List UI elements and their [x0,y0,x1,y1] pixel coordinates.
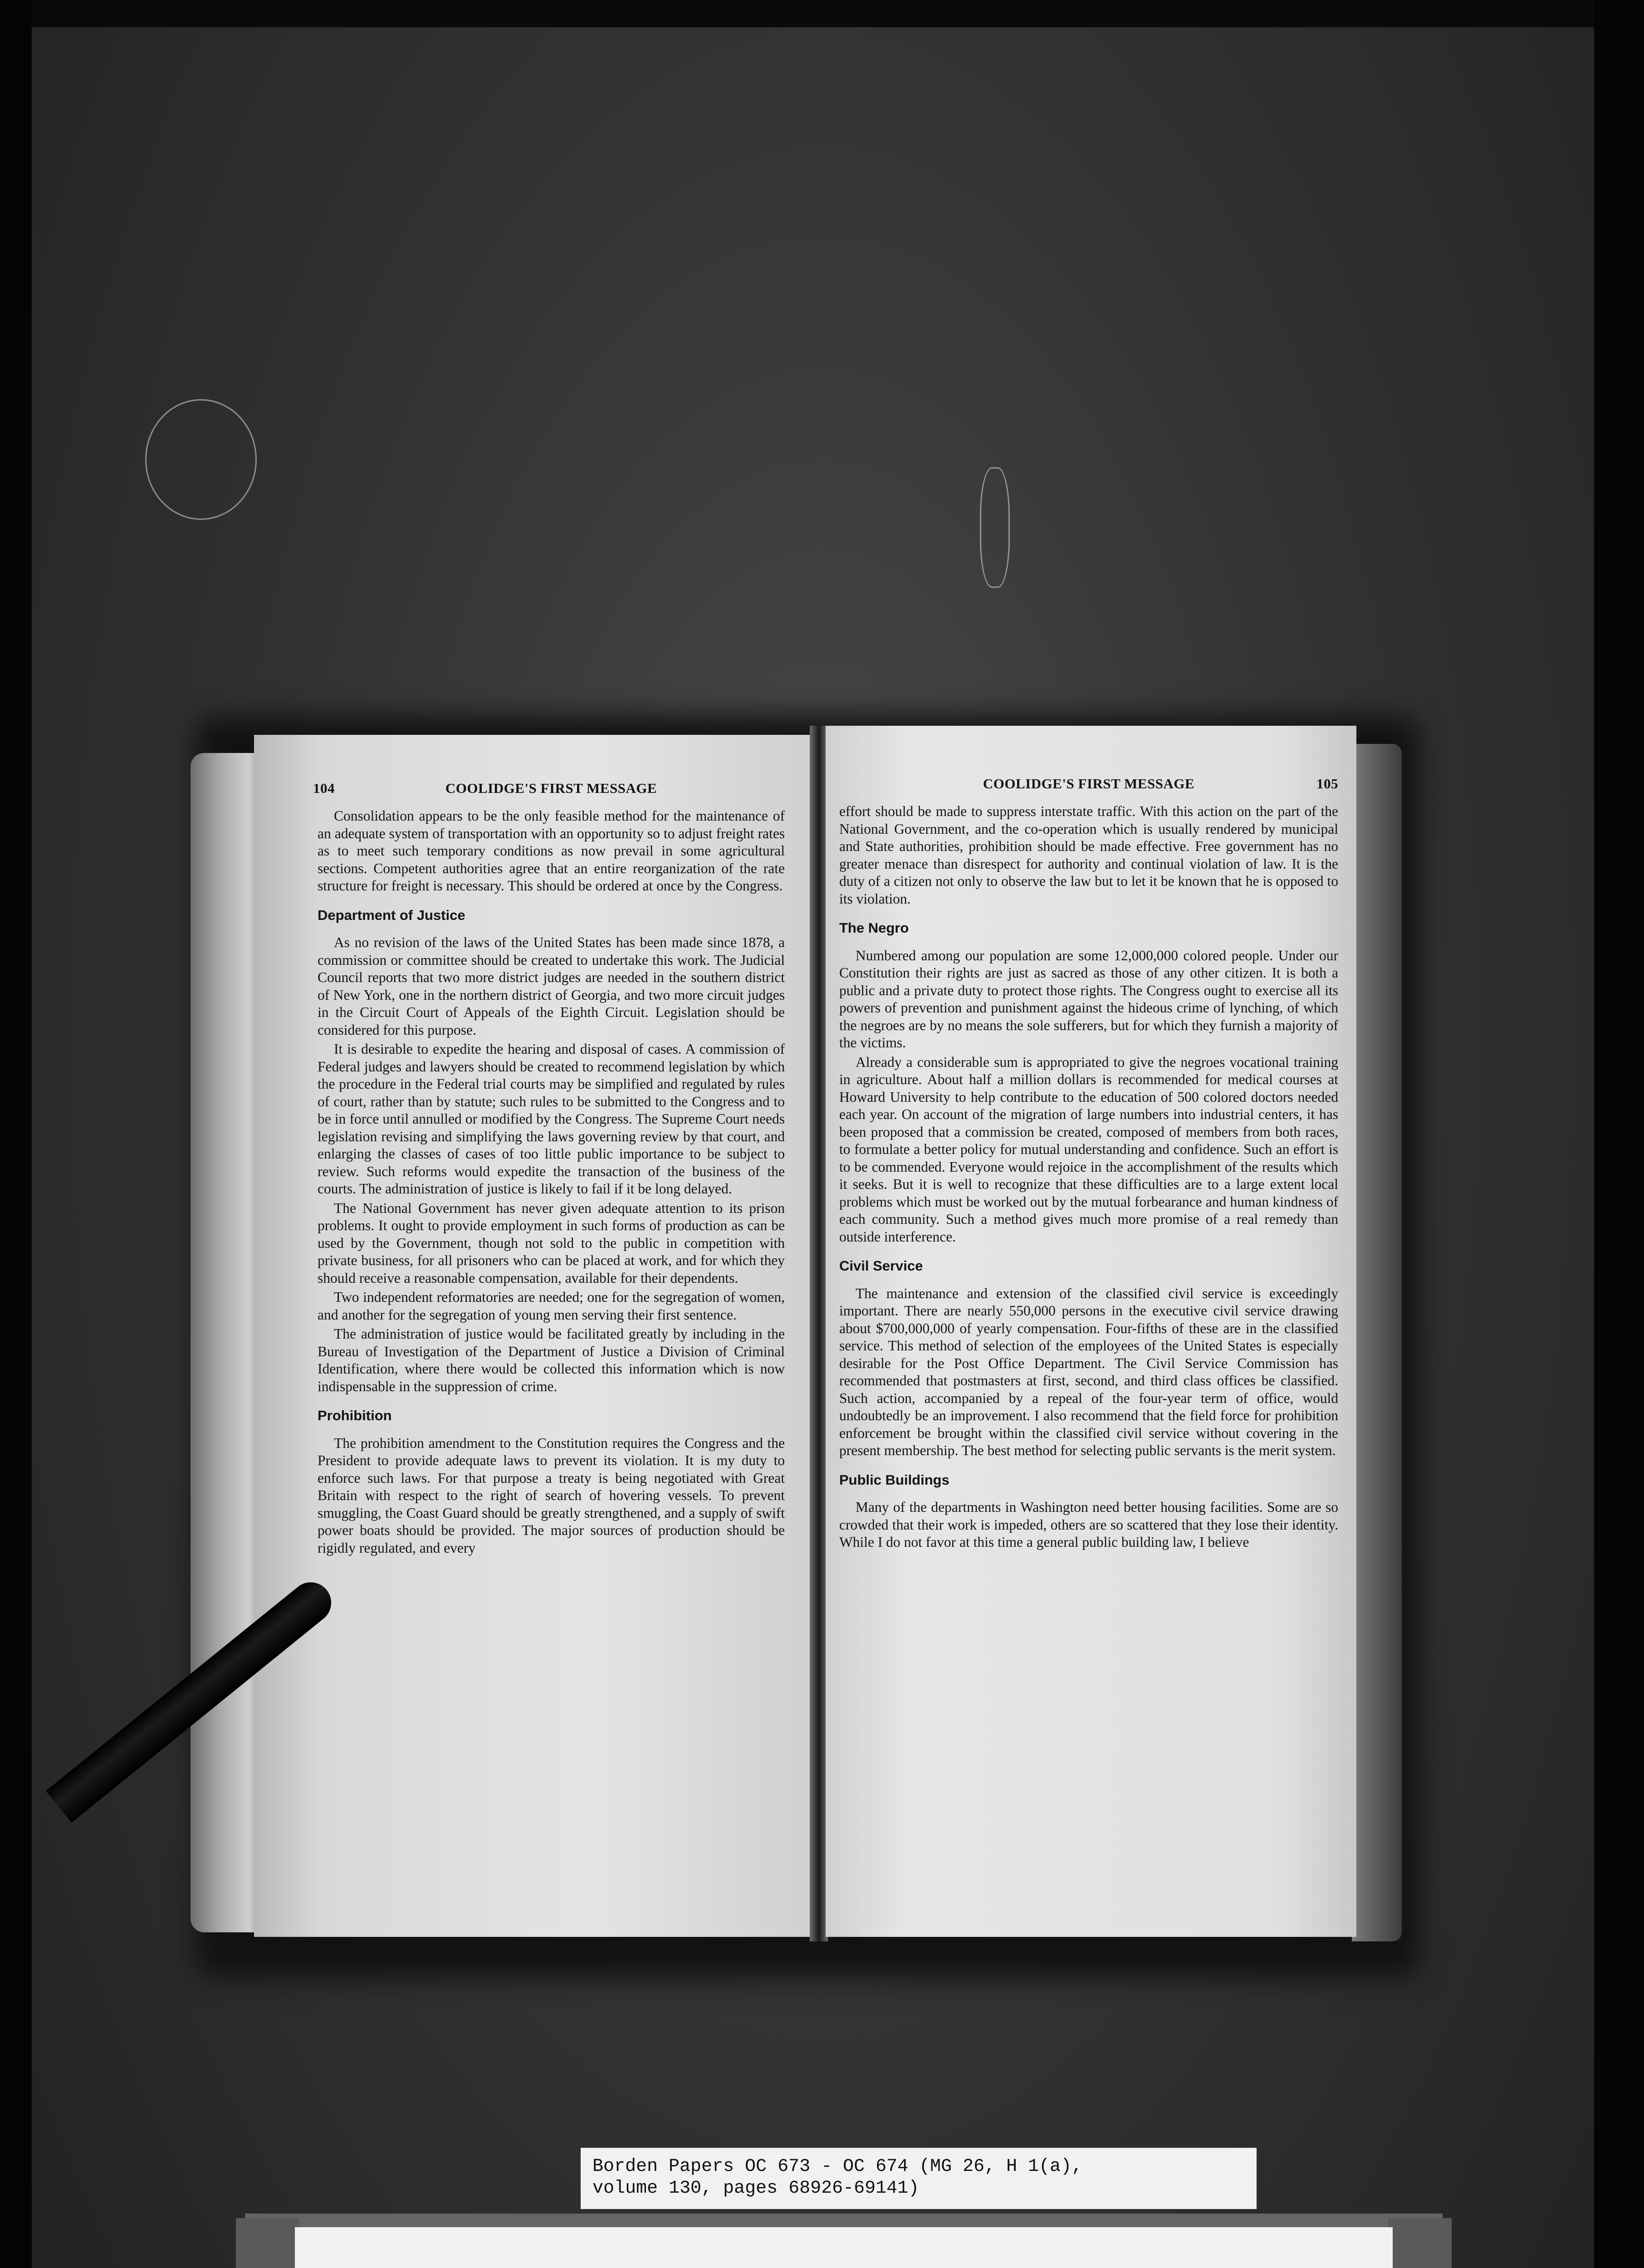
archive-card [295,2227,1393,2268]
page-body [318,807,785,1557]
paragraph: Consolidation appears to be the only feasible method for the maintenance of an adequate system of transportation with an opportunity so to adjust freight rates as to meet such temporary conditions as now prevail in some agricultural sections. Competent authorities agree that an entire reorganization of the rate structure for freight is necessary. This should be ordered at once by the Congress. [318,808,785,894]
paragraph: effort should be made to suppress interstate traffic. With this action on the part of the National Government, and the co-operation which is usually rendered by municipal and State authorities, prohibition should be made effective. Free government has no greater menace than disrespect for authority and continual violation of law. It is the duty of a citizen not only to observe the law but to let it be known that he is opposed to its violation. [839,803,1338,907]
stray-thread [980,467,1010,588]
page-number: 104 [313,780,335,796]
tape-strip [236,2218,299,2268]
book-gutter [810,726,828,1941]
section-heading: Civil Service [839,1258,923,1274]
section-heading: The Negro [839,920,909,936]
page-body [839,803,1338,1551]
book-page-right [826,726,1356,1937]
book-page-left [254,735,812,1937]
running-head-title: COOLIDGE'S FIRST MESSAGE [983,776,1195,792]
paragraph: As no revision of the laws of the United States has been made since 1878, a commission or committee should be created to undertake this work. The Judicial Council reports that two more district judges are needed in the southern district of New York, one in the northern district of Georgia, and two more circuit judges in the Circuit Court of Appeals of the Eighth Circuit. Legislation should be considered for this purpose. [318,934,785,1038]
tape-strip [1388,2218,1452,2268]
paragraph: The maintenance and extension of the classified civil service is exceedingly important. There are nearly 550,000 persons in the executive civil service drawing about $700,000,000 of yearly compensation. Four-fifths of these are in the classified service. This method of selection of the employees of the United States is especially desirable for the Post Office Department. The Civil Service Commission has recommended that postmasters at first, second, and third class offices be classified. Such action, accompanied by a repeal of the four-year term of office, would undoubtedly be an improvement. I also recommend that the field force for prohibition enforcement be brought within the classified civil service without covering in the present membership. The best method for selecting public servants is the merit system. [839,1285,1338,1458]
paragraph: The National Government has never given adequate attention to its prison problems. It ought to provide employment in such forms of production as can be used by the Government, though not sold to the public in competition with private business, for all prisoners who can be placed at work, and for which they should receive a reasonable compensation, available for their dependents. [318,1200,785,1286]
paragraph: Numbered among our population are some 12,000,000 colored people. Under our Constitution their rights are just as sacred as those of any other citizen. It is both a public and a private duty to protect those rights. The Congress ought to exercise all its powers of prevention and punishment against the hideous crime of lynching, of which the negroes are by no means the sole sufferers, but for which they furnish a majority of the victims. [839,947,1338,1051]
reference-label [581,2148,1257,2209]
running-head-title: COOLIDGE'S FIRST MESSAGE [445,780,657,796]
page-number: 105 [1316,776,1338,792]
book-page-edges-left [191,753,263,1932]
film-edge-top [0,0,1644,27]
stray-thread [145,399,257,520]
book-page-edges-right [1352,744,1402,1941]
section-heading: Public Buildings [839,1471,949,1488]
running-head-left [313,780,785,804]
film-edge-right [1594,0,1644,2268]
reference-line: Borden Papers OC 673 - OC 674 (MG 26, H 1(a), [592,2156,1083,2177]
paragraph: It is desirable to expedite the hearing and disposal of cases. A commission of Federal judges and lawyers should be created to recommend legislation by which the procedure in the Federal trial courts may be simplified and regulated by rules of court, rather than by statute; such rules to be submitted to the Congress and to be in force until annulled or modified by the Congress. The Supreme Court needs legislation revising and simplifying the laws governing review by that court, and enlarging the classes of cases of too little public importance to be subject to review. Such reforms would expedite the transaction of the business of the courts. The administration of justice is likely to fail if it be long delayed. [318,1041,785,1197]
reference-line: volume 130, pages 68926-69141) [592,2178,920,2199]
running-head-right [839,776,1338,799]
paragraph: Already a considerable sum is appropriated to give the negroes vocational training in agriculture. About half a million dollars is recommended for medical courses at Howard University to help contribute to the education of 500 colored doctors needed each year. On account of the migration of large numbers into industrial centers, it has been proposed that a commission be created, composed of members from both races, to formulate a better policy for mutual understanding and confidence. Such an effort is to be commended. Everyone would rejoice in the accomplishment of the results which it seeks. But it is well to recognize that these difficulties are to a large extent local problems which must be worked out by the mutual forbearance and human kindness of each community. Such a method gives much more promise of a real remedy than outside interference. [839,1054,1338,1245]
section-heading: Prohibition [318,1408,392,1423]
film-edge-left [0,0,32,2268]
section-heading: Department of Justice [318,907,465,923]
paragraph: Two independent reformatories are needed; one for the segregation of women, and another for the segregation of young men serving their first sentence. [318,1289,785,1323]
paragraph: The administration of justice would be facilitated greatly by including in the Bureau of Investigation of the Department of Justice a Division of Criminal Identification, where there would be collected this information which is now indispensable in the suppression of crime. [318,1326,785,1394]
paragraph: The prohibition amendment to the Constitution requires the Congress and the President to provide adequate laws to prevent its violation. It is my duty to enforce such laws. For that purpose a treaty is being negotiated with Great Britain with respect to the right of search of hovering vessels. To prevent smuggling, the Coast Guard should be greatly strengthened, and a supply of swift power boats should be provided. The major sources of production should be rigidly regulated, and every [318,1435,785,1556]
paragraph: Many of the departments in Washington need better housing facilities. Some are so crowded that their work is impeded, others are so scattered that they lose their identity. While I do not favor at this time a general public building law, I believe [839,1499,1338,1550]
